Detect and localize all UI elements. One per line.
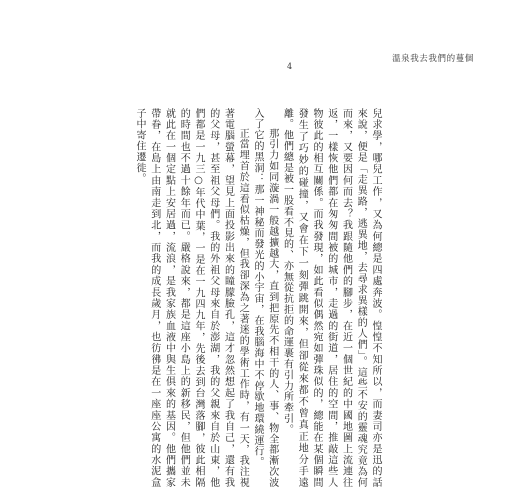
- vertical-text-body: [134, 108, 382, 488]
- page-number: 4: [287, 62, 293, 71]
- paragraph-1: 兒求學，哪兒工作，又為何總是四處奔波。惶惶不知所以，而妻司亦是迅的話來說，便是「走異路，逃異地，去尋求異樣的人們」。這些不安的靈魂究竟為何而來，又要因何而去？我跟隨他們的腳步，在近一個世紀的中國地圖上流連往返，一樣恢他們都在匆匆間被的城市，走過的街道，居住的空間，推敲這些人物彼此的相互關係。而我發現，如此看似偶然宛如彈珠似的，總能在某個瞬間發生了巧妙的碰撞，又會在下一刻彈跳開來，但卻從來都不曾真正地分手遠離。他們總是被一股看不見的、亦無從抗拒的命運裹有引力所牽引。: [281, 108, 381, 488]
- paragraph-3: 正當埋首於這看似枯燥，但我卻深為之著迷的學術工作時，有一天，我注視著電腦螢幕，望見上面投影出來的瞳朦臉孔，這才忽然想起了我自己，還有我的父母，甚至祖父母們。我的外祖父母來自於澎湖，我的父親來自於山東，他們都是一九三○年代中葉，一是在一九四九年，先後去到台灣落腳，彼此相隔的時間也不過十餘年而已。嚴格說來，都是這座小島上的新移民，但他們並未就此在一個定點上安居過，流浪，是我家族血液中與生俱來的基因。他們攜家帶眷，在島上由南走到北，而我的成長歲月，也彷彿是在一座座公寓的水泥盒子中寄住遷徙。: [134, 108, 249, 488]
- paragraph-2: 那引力如同漩渦一般越擴越大，直到把原先不相干的人、事、物全都漸次波入了它的黑洞：那一神秘而發光的小宇宙，在我腦海中不停歇地環繞運行。: [252, 108, 278, 488]
- running-title: 溫泉我去我們的蔓個: [392, 54, 474, 64]
